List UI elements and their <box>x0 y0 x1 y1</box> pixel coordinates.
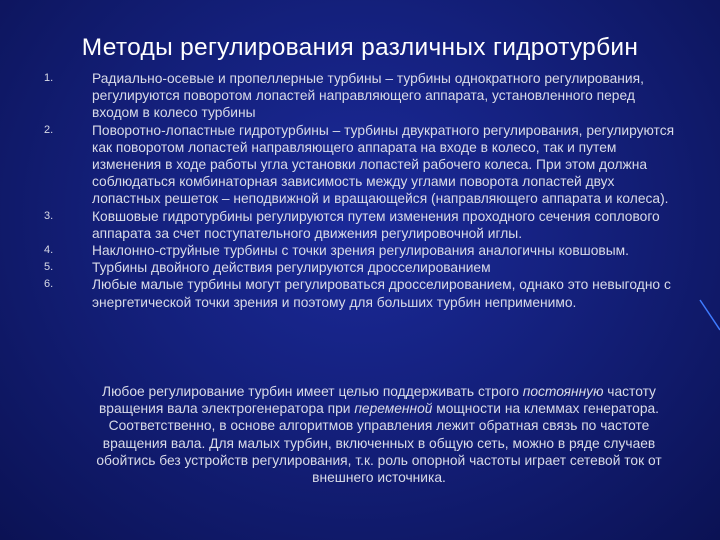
summary-text: частоту вращения вала электрогенератора при <box>98 384 656 417</box>
item-number: 1. <box>44 72 54 84</box>
item-text: Радиально-осевые и пропеллерные турбины – турбины однократного регулирования, регулируются поворотом лопастей направляющего аппарата, установленного перед входом в колесо турбины <box>92 71 644 121</box>
summary-text: мощности на клеммах генератора. Соответственно, в основе алгоритмов управления лежит обратная связь по частоте вращения вала. Для малых турбин, включенных в общую сеть, можно в ряде случаев обойтись без устройств регулирования, т.к. роль опорной частоты играет сетевой ток от внешнего источника. <box>96 401 662 486</box>
item-text: Турбины двойного действия регулируются дросселированием <box>92 260 491 276</box>
methods-list <box>44 70 684 311</box>
list-item <box>44 259 684 276</box>
item-number: 3. <box>44 209 54 222</box>
summary-paragraph <box>96 383 662 486</box>
summary-text: Любое регулирование турбин имеет целью поддерживать строго <box>102 384 523 399</box>
item-text: Поворотно-лопастные гидротурбины – турбины двукратного регулирования, регулируются как поворотом лопастей направляющего аппарата на входе в колесо, так и путем изменения в ходе работы угла установки лопастей рабочего колеса. При этом должна соблюдаться комбинаторная зависимость между углами поворота лопастей двух лопастных решеток – неподвижной и вращающейся (направляющего аппарата и колеса). <box>92 122 675 207</box>
item-number: 6. <box>44 278 54 291</box>
list-item <box>44 70 684 122</box>
summary-emphasis-constant: постоянную <box>522 384 604 399</box>
item-number: 4. <box>44 244 54 257</box>
slide-title: Методы регулирования различных гидротурбин <box>81 34 639 61</box>
item-number: 5. <box>44 261 54 274</box>
item-number: 2. <box>44 123 54 136</box>
summary-emphasis-variable: переменной <box>354 401 433 417</box>
list-item <box>44 122 684 208</box>
list-item <box>44 242 684 259</box>
item-text: Ковшовые гидротурбины регулируются путем изменения проходного сечения соплового аппарата за счет поступательного движения регулировочной иглы. <box>92 208 660 241</box>
item-text: Любые малые турбины могут регулироваться дросселированием, однако это невыгодно с энергетической точки зрения и поэтому для больших турбин неприменимо. <box>92 277 671 310</box>
item-text: Наклонно-струйные турбины с точки зрения регулирования аналогичны ковшовым. <box>92 243 629 259</box>
list-item <box>44 208 684 242</box>
list-item <box>44 276 684 310</box>
